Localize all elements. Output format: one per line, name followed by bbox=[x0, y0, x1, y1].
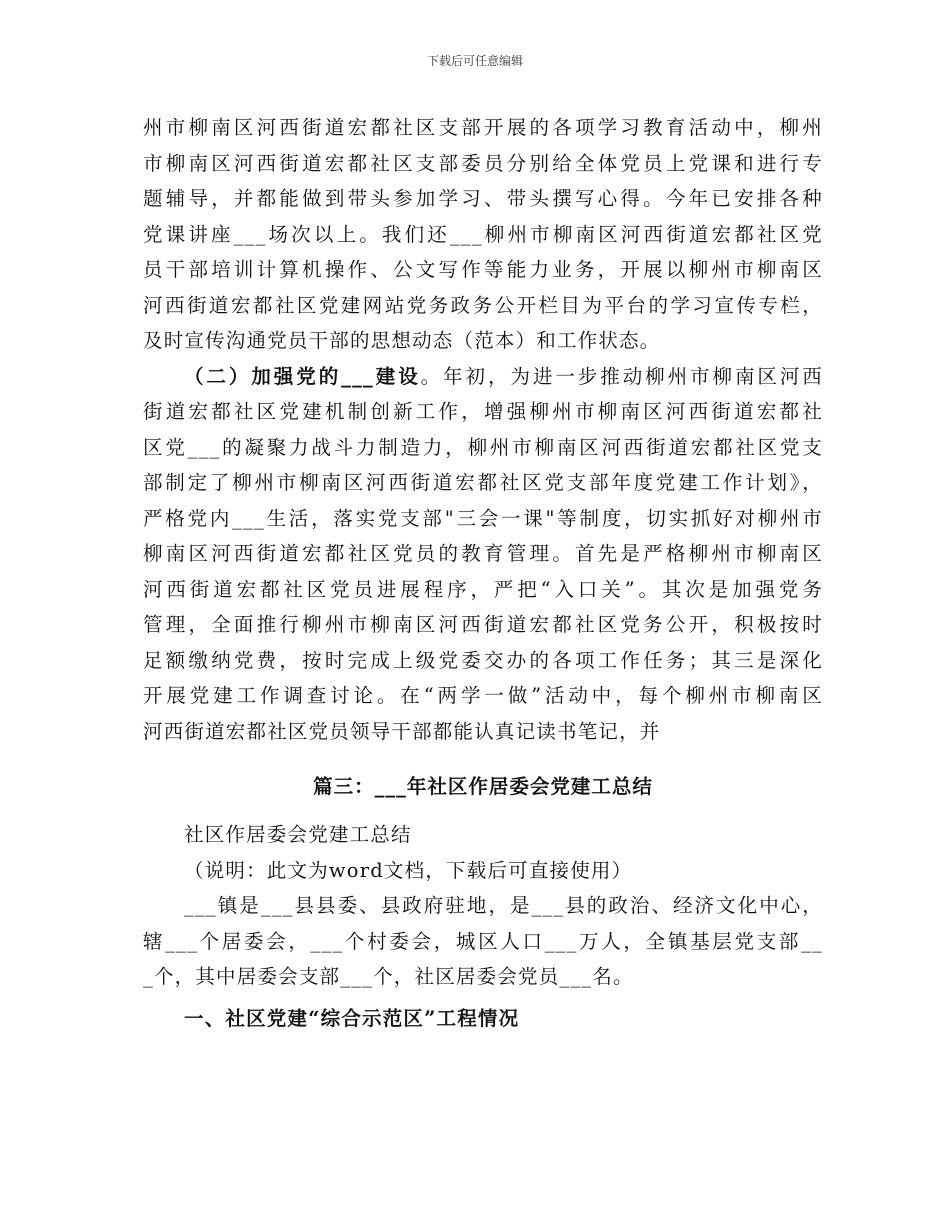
text-line: 街道宏都社区党建机制创新工作，增强柳州市柳南区河西街道宏都社 bbox=[143, 400, 823, 423]
text-line: 管理，全面推行柳州市柳南区河西街道宏都社区党务公开，积极按时 bbox=[143, 613, 823, 636]
text-line: 河西街道宏都社区党员领导干部都能认真记读书笔记，并 bbox=[143, 719, 661, 743]
page-header: 下载后可任意编辑 bbox=[426, 54, 523, 68]
note: （说明：此文为word文档，下载后可直接使用） bbox=[184, 858, 633, 882]
text-line: 员干部培训计算机操作、公文写作等能力业务，开展以柳州市柳南区 bbox=[143, 258, 823, 281]
section-heading: （二）加强党的___建设 bbox=[184, 364, 421, 388]
subtitle: 社区作居委会党建工总结 bbox=[184, 823, 412, 846]
text-line: 部制定了柳州市柳南区河西街道宏都社区党支部年度党建工作计划》， bbox=[143, 471, 823, 494]
text-line: _个，其中居委会支部___个，社区居委会党员___名。 bbox=[143, 965, 634, 988]
paragraph-1 bbox=[143, 110, 823, 359]
text-line: 州市柳南区河西街道宏都社区支部开展的各项学习教育活动中，柳州 bbox=[143, 116, 823, 139]
section-title: 篇三：___年社区作居委会党建工总结 bbox=[313, 775, 653, 798]
text-line: 辖___个居委会，___个村委会，城区人口___万人，全镇基层党支部__ bbox=[143, 929, 823, 953]
text-line: 严格党内___生活，落实党支部"三会一课"等制度，切实抓好对柳州市 bbox=[143, 506, 823, 530]
text-span: 。年初，为进一步推动柳州市柳南区河西 bbox=[420, 364, 823, 388]
text-line: 及时宣传沟通党员干部的思想动态（范本）和工作状态。 bbox=[143, 329, 661, 352]
text-line: 柳南区河西街道宏都社区党员的教育管理。首先是严格柳州市柳南区 bbox=[143, 542, 823, 565]
document-body bbox=[143, 110, 823, 1036]
paragraph-2 bbox=[143, 359, 823, 750]
text-line: 区党___的凝聚力战斗力制造力，柳州市柳南区河西街道宏都社区党支 bbox=[143, 435, 823, 459]
subsection-heading: 一、社区党建“综合示范区”工程情况 bbox=[184, 1006, 520, 1030]
text-line: 河西街道宏都社区党员进展程序，严把“入口关”。其次是加强党务 bbox=[143, 577, 823, 601]
paragraph-3 bbox=[143, 888, 823, 995]
text-line bbox=[143, 359, 823, 395]
text-line: 市柳南区河西街道宏都社区支部委员分别给全体党员上党课和进行专 bbox=[143, 151, 823, 175]
text-line: 党课讲座___场次以上。我们还___柳州市柳南区河西街道宏都社区党 bbox=[143, 222, 823, 246]
text-line: 足额缴纳党费，按时完成上级党委交办的各项工作任务；其三是深化 bbox=[143, 648, 823, 672]
text-line: 题辅导，并都能做到带头参加学习、带头撰写心得。今年已安排各种 bbox=[143, 187, 823, 210]
text-line: 河西街道宏都社区党建网站党务政务公开栏目为平台的学习宣传专栏， bbox=[143, 293, 823, 317]
text-line: 开展党建工作调查讨论。在“两学一做”活动中，每个柳州市柳南区 bbox=[143, 684, 823, 707]
text-line: ___镇是___县县委、县政府驻地，是___县的政治、经济文化中心， bbox=[184, 894, 823, 917]
